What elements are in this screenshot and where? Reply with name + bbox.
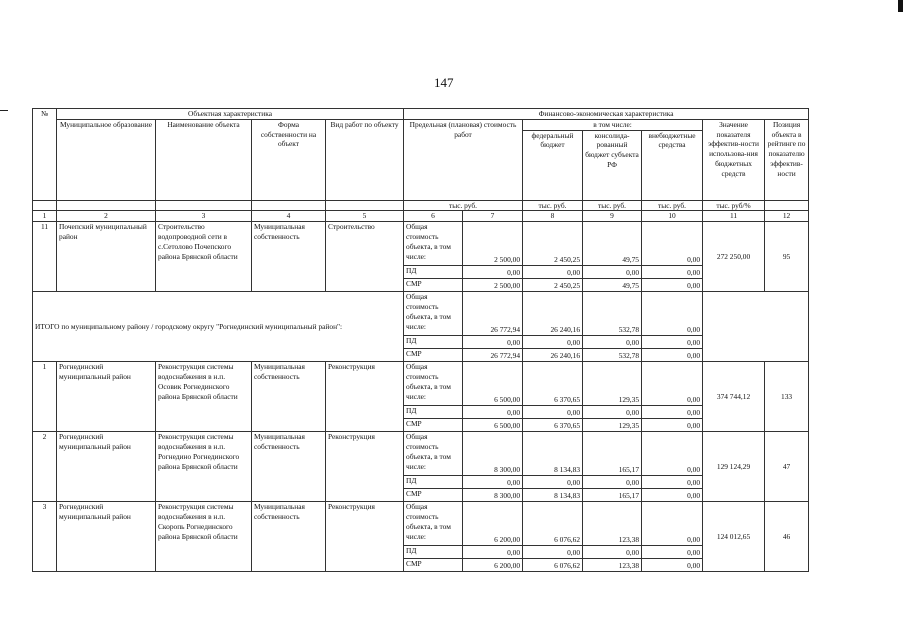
row-label-total: Общая стоимость объекта, в том числе: xyxy=(404,292,463,336)
value-federal: 6 370,65 xyxy=(523,362,583,406)
value-offbudget: 0,00 xyxy=(642,336,703,349)
col-number: 12 xyxy=(765,211,809,222)
col-number: 2 xyxy=(57,211,156,222)
unit-efficiency: тыс. руб/% xyxy=(703,200,765,211)
row-label-pd: ПД xyxy=(404,546,463,559)
value-consolidated: 49,75 xyxy=(583,279,642,292)
header-federal: федеральный бюджет xyxy=(523,130,583,200)
value-offbudget: 0,00 xyxy=(642,476,703,489)
value-consolidated: 0,00 xyxy=(583,266,642,279)
value-offbudget: 0,00 xyxy=(642,432,703,476)
value-cost: 6 200,00 xyxy=(463,502,523,546)
value-federal: 0,00 xyxy=(523,266,583,279)
value-offbudget: 0,00 xyxy=(642,349,703,362)
value-federal: 8 134,83 xyxy=(523,432,583,476)
project-municipality: Рогнединский муниципальный район xyxy=(57,362,156,432)
value-offbudget: 0,00 xyxy=(642,489,703,502)
col-number: 7 xyxy=(463,211,523,222)
efficiency-value: 374 744,12 xyxy=(703,362,765,432)
col-number: 11 xyxy=(703,211,765,222)
col-number: 3 xyxy=(156,211,252,222)
value-federal: 0,00 xyxy=(523,546,583,559)
value-cost: 8 300,00 xyxy=(463,432,523,476)
header-consolidated: консолида-рованный бюджет субъекта РФ xyxy=(583,130,642,200)
value-federal: 2 450,25 xyxy=(523,279,583,292)
value-federal: 8 134,83 xyxy=(523,489,583,502)
value-consolidated: 165,17 xyxy=(583,489,642,502)
project-ownership: Муниципальная собственность xyxy=(252,362,326,432)
rating-value: 47 xyxy=(765,432,809,502)
rating-value: 46 xyxy=(765,502,809,572)
row-label-pd: ПД xyxy=(404,266,463,279)
row-label-pd: ПД xyxy=(404,336,463,349)
value-consolidated: 49,75 xyxy=(583,222,642,266)
project-number: 3 xyxy=(33,502,57,572)
value-federal: 6 076,62 xyxy=(523,502,583,546)
value-federal: 26 240,16 xyxy=(523,349,583,362)
project-municipality: Рогнединский муниципальный район xyxy=(57,432,156,502)
header-work-type: Вид работ по объекту xyxy=(326,119,404,200)
value-consolidated: 129,35 xyxy=(583,362,642,406)
row-label-smr: СМР xyxy=(404,489,463,502)
project-work-type: Реконструкция xyxy=(326,432,404,502)
value-cost: 2 500,00 xyxy=(463,222,523,266)
project-municipality: Почепский муниципальный район xyxy=(57,222,156,292)
page-number: 147 xyxy=(434,75,454,90)
header-offbudget: внебюджетные средства xyxy=(642,130,703,200)
project-ownership: Муниципальная собственность xyxy=(252,222,326,292)
project-number: 1 xyxy=(33,362,57,432)
row-label-pd: ПД xyxy=(404,476,463,489)
project-row xyxy=(33,222,809,266)
efficiency-value: 129 124,29 xyxy=(703,432,765,502)
project-ownership: Муниципальная собственность xyxy=(252,432,326,502)
row-label-pd: ПД xyxy=(404,406,463,419)
value-consolidated: 123,38 xyxy=(583,559,642,572)
efficiency-value: 272 250,00 xyxy=(703,222,765,292)
value-consolidated: 0,00 xyxy=(583,336,642,349)
header-finance-group: Финансово-экономическая характеристика xyxy=(404,109,809,120)
value-consolidated: 123,38 xyxy=(583,502,642,546)
value-cost: 8 300,00 xyxy=(463,489,523,502)
header-limit-cost: Предельная (плановая) стоимость работ xyxy=(404,119,523,200)
col-number: 10 xyxy=(642,211,703,222)
value-offbudget: 0,00 xyxy=(642,546,703,559)
col-number: 9 xyxy=(583,211,642,222)
value-offbudget: 0,00 xyxy=(642,419,703,432)
row-label-total: Общая стоимость объекта, в том числе: xyxy=(404,502,463,546)
project-object: Реконструкция системы водоснабжения в н.п. Осовик Рогнединского района Брянской области xyxy=(156,362,252,432)
header-rating: Позиция объекта в рейтинге по показателю эффектив-ности xyxy=(765,119,809,200)
value-federal: 6 076,62 xyxy=(523,559,583,572)
col-number: 6 xyxy=(404,211,463,222)
unit-cost: тыс. руб. xyxy=(404,200,523,211)
col-number: 4 xyxy=(252,211,326,222)
col-number: 5 xyxy=(326,211,404,222)
project-number: 11 xyxy=(33,222,57,292)
row-label-smr: СМР xyxy=(404,279,463,292)
value-offbudget: 0,00 xyxy=(642,559,703,572)
project-row xyxy=(33,432,809,476)
unit-federal: тыс. руб. xyxy=(523,200,583,211)
value-offbudget: 0,00 xyxy=(642,292,703,336)
value-consolidated: 129,35 xyxy=(583,419,642,432)
header-row-2 xyxy=(33,119,809,130)
value-offbudget: 0,00 xyxy=(642,222,703,266)
row-label-total: Общая стоимость объекта, в том числе: xyxy=(404,222,463,266)
value-cost: 6 200,00 xyxy=(463,559,523,572)
project-row xyxy=(33,502,809,546)
column-numbers-row xyxy=(33,211,809,222)
project-municipality: Рогнединский муниципальный район xyxy=(57,502,156,572)
value-cost: 2 500,00 xyxy=(463,279,523,292)
value-cost: 0,00 xyxy=(463,336,523,349)
row-label-total: Общая стоимость объекта, в том числе: xyxy=(404,432,463,476)
value-cost: 0,00 xyxy=(463,476,523,489)
project-work-type: Реконструкция xyxy=(326,362,404,432)
value-cost: 0,00 xyxy=(463,546,523,559)
value-consolidated: 0,00 xyxy=(583,406,642,419)
financial-table xyxy=(32,108,809,572)
unit-offbudget: тыс. руб. xyxy=(642,200,703,211)
value-cost: 6 500,00 xyxy=(463,419,523,432)
value-consolidated: 532,78 xyxy=(583,292,642,336)
value-consolidated: 532,78 xyxy=(583,349,642,362)
project-object: Строительство водопроводной сети в с.Сетолово Почепского района Брянской области xyxy=(156,222,252,292)
itogo-label: ИТОГО по муниципальному району / городскому округу "Рогнединский муниципальный район": xyxy=(33,292,404,362)
row-label-total: Общая стоимость объекта, в том числе: xyxy=(404,362,463,406)
efficiency-value: 124 012,65 xyxy=(703,502,765,572)
row-label-smr: СМР xyxy=(404,419,463,432)
scan-edge-mark xyxy=(898,0,903,12)
value-federal: 0,00 xyxy=(523,336,583,349)
itogo-row xyxy=(33,292,809,336)
value-consolidated: 165,17 xyxy=(583,432,642,476)
project-object: Реконструкция системы водоснабжения в н.п. Рогнедино Рогнединского района Брянской области xyxy=(156,432,252,502)
itogo-empty xyxy=(703,292,809,362)
project-number: 2 xyxy=(33,432,57,502)
col-number: 1 xyxy=(33,211,57,222)
project-object: Реконструкция системы водоснабжения в н.п. Скоропь Рогнединского района Брянской области xyxy=(156,502,252,572)
value-cost: 26 772,94 xyxy=(463,292,523,336)
margin-dash xyxy=(0,110,8,111)
project-ownership: Муниципальная собственность xyxy=(252,502,326,572)
project-work-type: Строительство xyxy=(326,222,404,292)
header-num: № xyxy=(33,109,57,201)
value-offbudget: 0,00 xyxy=(642,362,703,406)
value-consolidated: 0,00 xyxy=(583,546,642,559)
value-cost: 26 772,94 xyxy=(463,349,523,362)
rating-value: 95 xyxy=(765,222,809,292)
value-federal: 6 370,65 xyxy=(523,419,583,432)
units-row xyxy=(33,200,809,211)
value-consolidated: 0,00 xyxy=(583,476,642,489)
value-federal: 26 240,16 xyxy=(523,292,583,336)
header-ownership: Форма собственности на объект xyxy=(252,119,326,200)
header-object-group: Объектная характеристика xyxy=(57,109,404,120)
value-offbudget: 0,00 xyxy=(642,266,703,279)
unit-consolidated: тыс. руб. xyxy=(583,200,642,211)
value-federal: 0,00 xyxy=(523,476,583,489)
header-municipality: Муниципальное образование xyxy=(57,119,156,200)
header-object-name: Наименование объекта xyxy=(156,119,252,200)
row-label-smr: СМР xyxy=(404,349,463,362)
header-including: в том числе: xyxy=(523,119,703,130)
value-cost: 6 500,00 xyxy=(463,362,523,406)
row-label-smr: СМР xyxy=(404,559,463,572)
rating-value: 133 xyxy=(765,362,809,432)
value-cost: 0,00 xyxy=(463,266,523,279)
value-cost: 0,00 xyxy=(463,406,523,419)
value-federal: 0,00 xyxy=(523,406,583,419)
header-efficiency: Значение показателя эффектив-ности использова-ния бюджетных средств xyxy=(703,119,765,200)
value-federal: 2 450,25 xyxy=(523,222,583,266)
value-offbudget: 0,00 xyxy=(642,406,703,419)
col-number: 8 xyxy=(523,211,583,222)
value-offbudget: 0,00 xyxy=(642,279,703,292)
header-row-1 xyxy=(33,109,809,120)
project-work-type: Реконструкция xyxy=(326,502,404,572)
value-offbudget: 0,00 xyxy=(642,502,703,546)
project-row xyxy=(33,362,809,406)
